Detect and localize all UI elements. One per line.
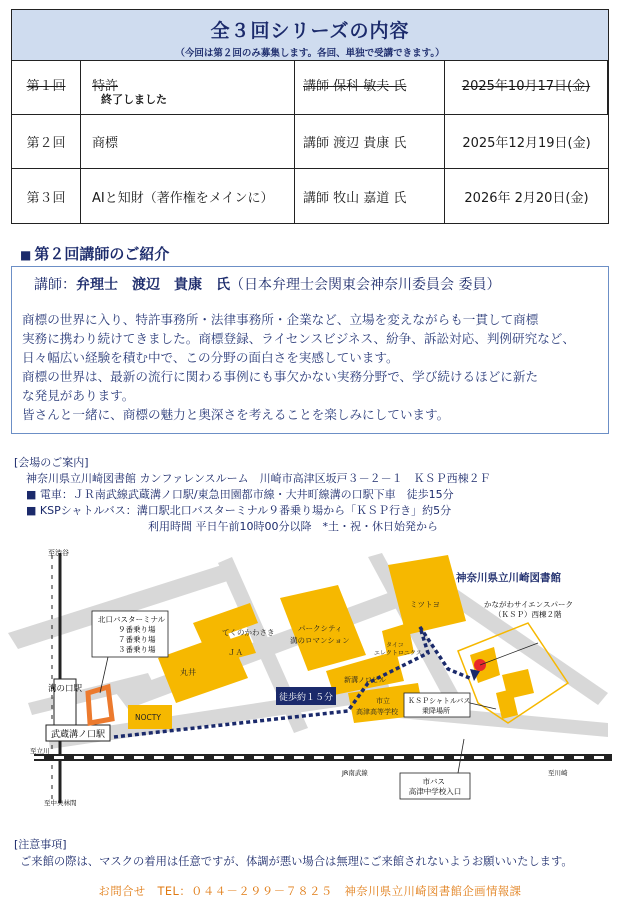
series-row-3 [12,169,608,223]
venue-shuttle: ■ KSPシャトルバス：溝口駅北口バスターミナル９番乗り場から「ＫＳＰ行き」約5分 [26,504,452,517]
lecturer-bio [22,310,598,424]
venue-address: 神奈川県立川崎図書館 カンファレンスルーム 川崎市高津区坂戸３－２－１ ＫＳＰ西棟２Ｆ [26,472,491,485]
direction-shibuya: 至渋谷 [48,549,69,557]
lecturer-section-title: ■ 第２回講師のご紹介 [20,245,170,263]
label-parkcity: パークシティ [298,624,343,633]
bio-line: 実務に携わり続けてきました。商標登録、ライセンスビジネス、紛争、訴訟対応、判例研究など、 [22,331,575,346]
session-topic: AIと知財（著作権をメインに） [81,169,295,223]
session-number: 第１回 [12,61,81,114]
label-school: 市立 [376,697,390,705]
session-date: 2025年12月19日(金) [462,136,591,151]
contact-info: お問合せ TEL：０４４－２９９－７８２５ 神奈川県立川崎図書館企画情報課 [98,885,522,898]
city-bus-label: 市バス [422,777,446,786]
session-date: 2025年10月17日(金) [445,61,608,114]
label-ja: ＪＡ [228,648,243,657]
venue-hours: 利用時間 平日午前10時00分以降 *土・祝・休日始発から [148,520,438,533]
svg-text:溝の口駅 [48,683,83,694]
direction-kawasaki: 至川崎 [548,769,568,777]
series-title: 全３回シリーズの内容 [210,20,410,42]
label-noctty: NOCTY [135,713,161,722]
session-topic: 特許 [81,61,295,114]
label-mitsutoyo: ミツトヨ [410,600,440,609]
label-parkcity: 溝のロマンション [290,636,350,645]
bus-terminal-stop: ３番乗り場 [118,645,156,654]
library-title: 神奈川県立川崎図書館 [456,572,561,584]
venue-train: ■ 電車：ＪＲ南武線武蔵溝ノ口駅/東急田園都市線・大井町線溝の口駅下車 徒歩15分 [26,488,454,501]
walk-time-label: 徒歩約１５分 [278,693,334,703]
lecturer-box [11,266,609,434]
session-lecturer: 講師 牧山 嘉道 氏 [295,169,445,223]
label-taiko: エレクトロニクス [374,650,422,657]
venue-info [14,455,491,535]
bio-line: 皆さんと一緒に、商標の魅力と奥深さを考えることを楽しみにしています。 [22,407,450,422]
bio-line: 商標の世界に入り、特許事務所・法律事務所・企業など、立場を変えながらも一貫して商標 [22,312,539,327]
bus-terminal-title: 北口バスターミナル [98,615,166,624]
session-number: 第３回 [12,169,81,223]
bio-line: な発見があります。 [22,388,135,403]
lecturer-name: 弁理士 渡辺 貴康 氏 [76,277,230,293]
lecturer-name-line [34,274,598,294]
session-topic: 商標 [81,115,295,168]
city-bus-label: 高津中学校入口 [408,787,462,796]
series-subtitle: （今回は第２回のみ募集します。各回、単独で受講できます。） [175,48,445,59]
series-table [11,9,609,224]
building-mitsutoyo [388,555,466,635]
ksp-label: （ＫＳＰ）西棟２階 [494,610,562,619]
session-lecturer: 講師 保科 敏夫 氏 [295,61,445,114]
bus-terminal-stop: ７番乗り場 [118,635,156,644]
access-map [8,543,612,823]
ksp-label: かながわサイエンスパーク [484,600,573,609]
series-row-2 [12,115,608,169]
session-date: 2026年 2月20日(金) [464,190,589,206]
label-tekunokawasaki: てくのかわさき [222,628,275,637]
ksp-bus-label: 乗降場所 [422,707,450,715]
bio-line: 日々幅広い経験を積む中で、この分野の面白さを実感しています。 [22,350,399,365]
direction-chuorinkan: 至中央林間 [44,799,77,807]
bio-line: 商標の世界は、最新の流行に関わる事例にも事欠かない実務分野で、学び続けるほどに新た [22,369,539,384]
station-label: 武蔵溝ノ口駅 [50,730,106,740]
session-finished-note: 終了しました [101,93,167,106]
label-shinmizonokuchi: 新溝ノロビル [344,676,386,684]
series-header [12,10,608,61]
label-taiko: タイコ [386,642,404,649]
lecturer-affiliation: （日本弁理士会関東会神奈川委員会 委員） [230,277,501,293]
series-row-1 [12,61,608,115]
label-school: 高津高等学校 [356,708,398,716]
bus-terminal-stop: ９番乗り場 [118,625,156,634]
session-number: 第２回 [12,115,81,168]
ksp-bus-label: ＫＳＰシャトルバス [408,697,471,705]
session-lecturer: 講師 渡辺 貴康 氏 [295,115,445,168]
lecturer-label: 講師： [34,277,76,293]
notes [14,836,573,870]
venue-heading: [会場のご案内] [14,456,89,469]
line-label-nanbu: JR南武線 [342,769,368,777]
direction-tachikawa: 至立川 [30,747,50,755]
square-bullet-icon: ■ [20,248,32,262]
station-label: 溝の口駅 [47,684,83,694]
notes-heading: [注意事項] [14,838,67,851]
label-marui: 丸井 [180,668,196,677]
notes-text: ご来館の際は、マスクの着用は任意ですが、体調が悪い場合は無理にご来館されないようお願いいたします。 [20,855,573,868]
